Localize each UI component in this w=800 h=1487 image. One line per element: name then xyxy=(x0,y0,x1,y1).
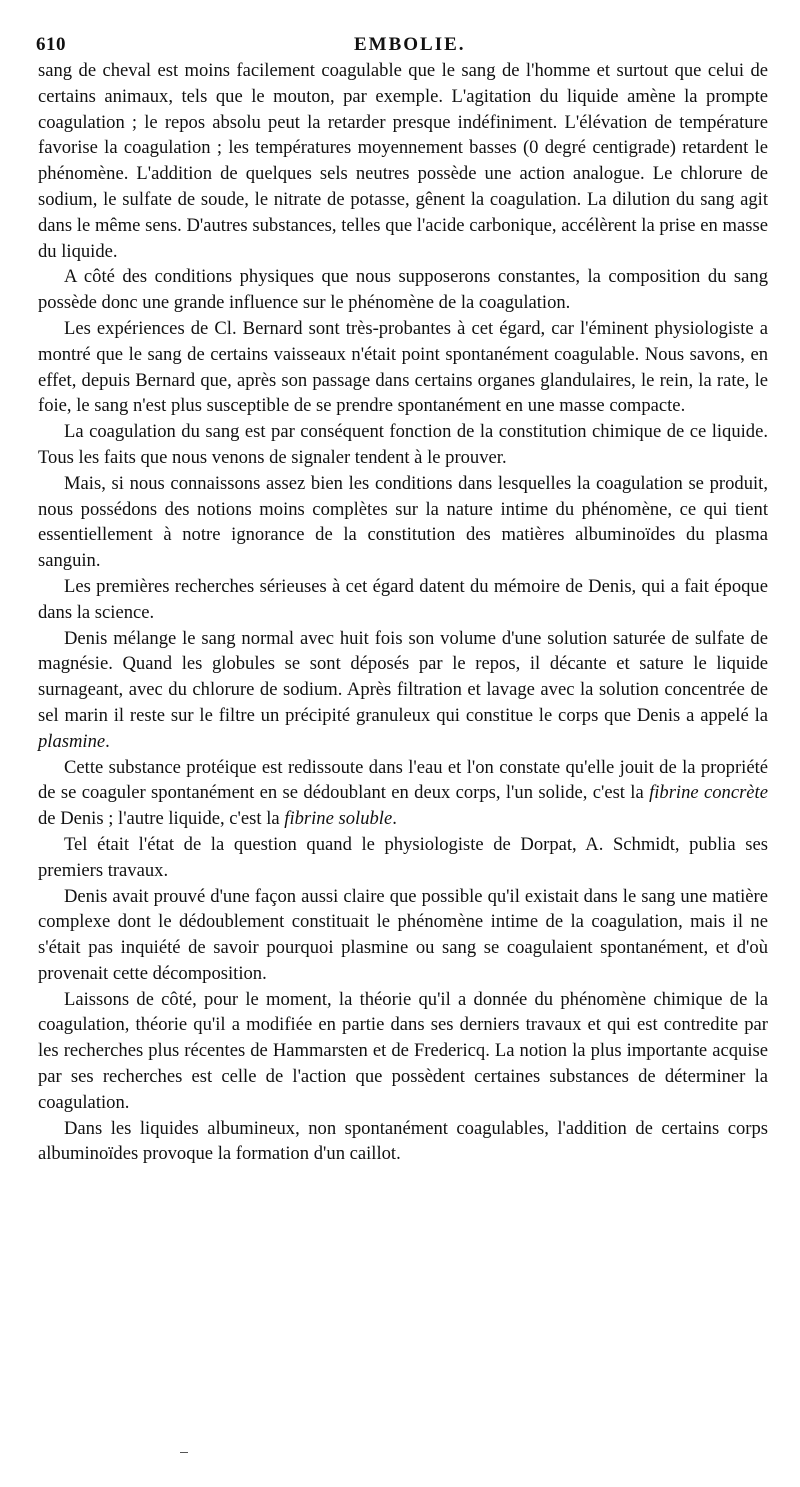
footer-mark xyxy=(180,1452,188,1453)
paragraph-fibrine xyxy=(38,755,768,832)
paragraph: Tel était l'état de la question quand le physiologiste de Dorpat, A. Schmidt, publia ses premiers travaux. xyxy=(38,833,768,881)
text-run: . xyxy=(105,730,110,752)
paragraph: A côté des conditions physiques que nous supposerons constantes, la composition du sang possède donc une grande influence sur le phénomène de la coagulation. xyxy=(38,266,768,314)
paragraph: Les premières recherches sérieuses à cet égard datent du mémoire de Denis, qui a fait époque dans la science. xyxy=(38,575,768,623)
text-run: Cette substance protéique est redissoute dans l'eau et l'on constate qu'elle jouit de la propriété de se coaguler spontanément en se dédoublant en deux corps, l'un solide, c'est la xyxy=(38,756,768,804)
paragraph-denis-method xyxy=(38,626,768,755)
paragraph: Dans les liquides albumineux, non spontanément coagulables, l'addition de certains corps albuminoïdes provoque la formation d'un caillot. xyxy=(38,1117,768,1165)
page-header xyxy=(36,34,764,56)
italic-term-fibrine-concrete: fibrine concrète xyxy=(649,782,768,804)
text-run: . xyxy=(392,808,397,830)
paragraph: Mais, si nous connaissons assez bien les conditions dans lesquelles la coagulation se produit, nous possédons des notions moins complètes sur la nature intime du phénomène, ce qui tient essentiellement à notre ignorance de la constitution des matières albuminoïdes du plasma sanguin. xyxy=(38,472,768,572)
paragraph-continuation: sang de cheval est moins facilement coagulable que le sang de l'homme et surtout que celui de certains animaux, tels que le mouton, par exemple. L'agitation du liquide amène la prompte coagulation ; le repos absolu peut la retarder presque indéfiniment. L'élévation de température favorise la coagulation ; les températures moyennement basses (0 degré centigrade) retardent le phénomène. L'addition de quelques sels neutres possède une action analogue. Le chlorure de sodium, le sulfate de soude, le nitrate de potasse, gênent la coagulation. La dilution du sang agit dans le même sens. D'autres substances, telles que l'acide carbonique, accélèrent la prise en masse du liquide. xyxy=(38,60,768,262)
page-number: 610 xyxy=(36,34,66,55)
paragraph: Denis avait prouvé d'une façon aussi claire que possible qu'il existait dans le sang une matière complexe dont le dédoublement constituait le phénomène intime de la coagulation, mais il ne s'était pas inquiété de savoir pourquoi plasmine ou sang se coagulaient spontanément, et d'où provenait cette décomposition. xyxy=(38,885,768,984)
italic-term-plasmine: plasmine xyxy=(38,730,106,752)
text-run: Denis mélange le sang normal avec huit fois son volume d'une solution saturée de sulfate de magnésie. Quand les globules se sont déposés par le repos, il décante et sature le liquide surnageant, avec du chlorure de sodium. Après filtration et lavage avec la solution concentrée de sel marin il reste sur le filtre un précipité granuleux qui constitue le corps que Denis a appelé la xyxy=(38,627,768,726)
italic-term-fibrine-soluble: fibrine soluble xyxy=(284,808,393,830)
text-run: de Denis ; l'autre liquide, c'est la xyxy=(38,808,285,830)
running-head: EMBOLIE. xyxy=(354,34,466,55)
paragraph: Les expériences de Cl. Bernard sont très-probantes à cet égard, car l'éminent physiologiste a montré que le sang de certains vaisseaux n'était point spontanément coagulable. Nous savons, en effet, depuis Bernard que, après son passage dans certains organes glandulaires, le rein, la rate, le foie, le sang n'est plus susceptible de se prendre spontanément en une masse compacte. xyxy=(38,317,768,417)
body-text xyxy=(38,58,768,1167)
paragraph: Laissons de côté, pour le moment, la théorie qu'il a donnée du phénomène chimique de la coagulation, théorie qu'il a modifiée en partie dans ses derniers travaux et qui est contredite par les recherches plus récentes de Hammarsten et de Fredericq. La notion la plus importante acquise par ses recherches est celle de l'action que possèdent certaines substances de déterminer la coagulation. xyxy=(38,988,768,1113)
paragraph: La coagulation du sang est par conséquent fonction de la constitution chimique de ce liquide. Tous les faits que nous venons de signaler tendent à le prouver. xyxy=(38,421,768,468)
